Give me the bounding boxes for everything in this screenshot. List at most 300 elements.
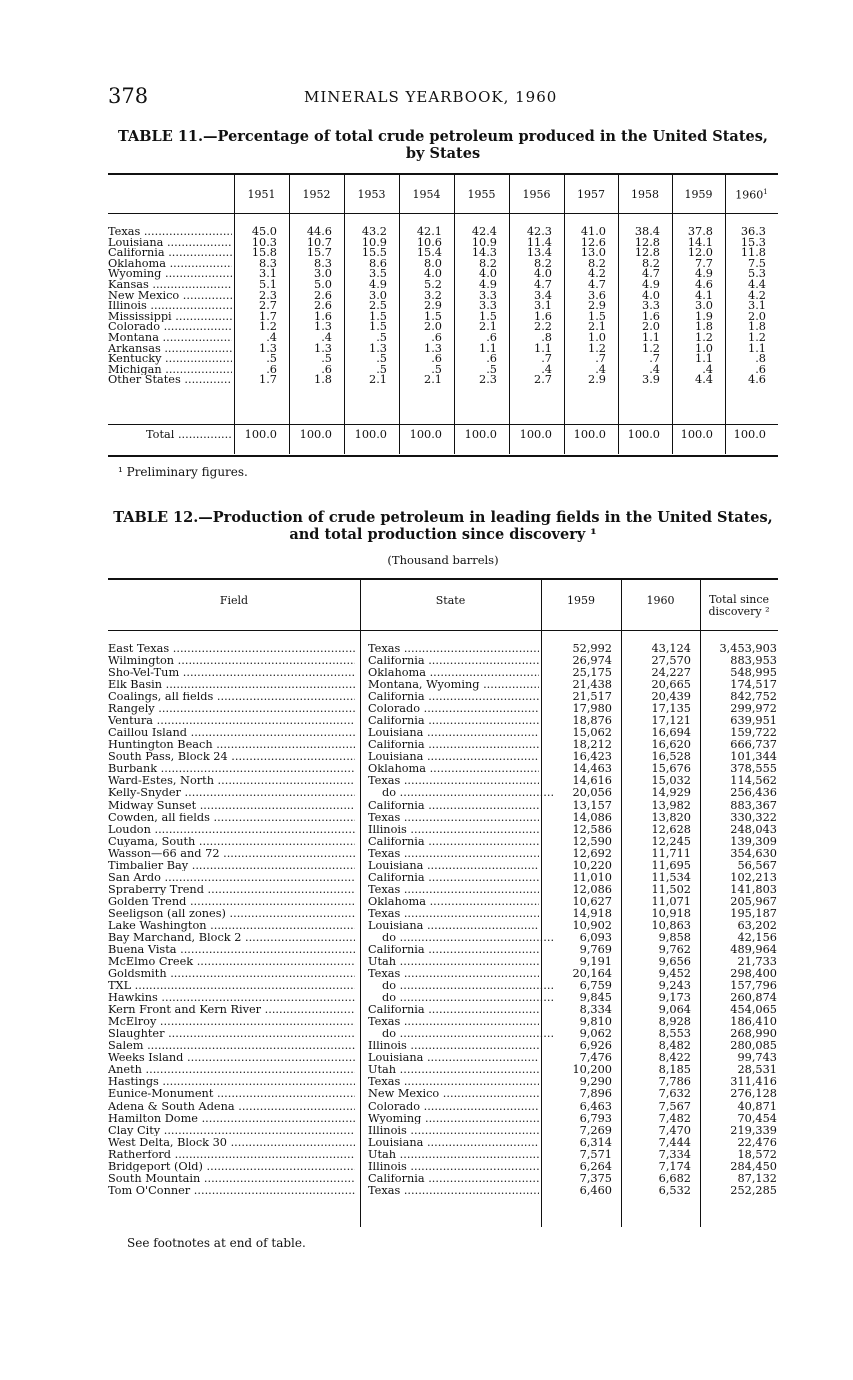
- table12-1960-cell: 9,858: [658, 930, 691, 944]
- table12-1959-cell: 14,463: [572, 762, 612, 776]
- table11-value-cell: 4.0: [642, 288, 660, 302]
- table11-value-cell: 44.6: [306, 225, 332, 238]
- table12-state-label: [368, 1102, 539, 1113]
- table11-total-rule: [108, 424, 778, 425]
- table12-total-cell: 159,722: [730, 726, 777, 740]
- table11-value-cell: 4.1: [695, 288, 713, 302]
- table12-1960-cell: 24,227: [651, 666, 691, 680]
- table12-total-cell: 666,737: [730, 738, 777, 752]
- table12-field-label: Kelly-Snyder .....: [108, 788, 355, 799]
- table12-state-text: California: [368, 656, 425, 667]
- table12-state-text: do: [382, 932, 397, 944]
- table11-value-cell: .8: [755, 352, 766, 366]
- table11-state-label: Oklahoma .....: [108, 259, 232, 270]
- table11-value-cell: .5: [486, 362, 497, 376]
- table11-state-label: Colorado .....: [108, 322, 232, 333]
- table11-year-header: [344, 188, 399, 201]
- table11-state-label: Arkansas .....: [108, 344, 232, 355]
- table11-state-label: New Mexico .....: [108, 291, 232, 302]
- table12-1959-cell: 20,164: [572, 967, 612, 981]
- table11-state-label: Michigan .....: [108, 365, 232, 376]
- table11-value-cell: 1.3: [259, 341, 277, 355]
- table12-1959-cell: 6,093: [579, 930, 612, 944]
- table11-value-cell: 5.0: [314, 278, 332, 291]
- table12-state-text: Colorado: [368, 704, 421, 715]
- table11-value-cell: 2.1: [479, 320, 497, 334]
- table12-subtitle: (Thousand barrels): [387, 553, 499, 567]
- table11-year-label: 1951: [247, 188, 276, 201]
- table12-1959-cell: 21,438: [572, 678, 612, 692]
- table11-value-cell: 4.9: [369, 278, 387, 291]
- table11-value-cell: 1.6: [642, 309, 660, 323]
- table11-total-cell: 100.0: [464, 428, 497, 441]
- table12-1960-cell: 7,632: [658, 1087, 691, 1101]
- table12-1960-cell: 7,786: [658, 1075, 691, 1089]
- page-number: 378: [108, 84, 149, 108]
- table12-1959-cell: 7,375: [579, 1171, 612, 1185]
- table11-value-cell: 5.3: [748, 267, 766, 281]
- table12-field-label: Ventura .....: [108, 716, 355, 727]
- table11-total-cell: 100.0: [680, 428, 713, 441]
- table12-field-label: Midway Sunset .....: [108, 801, 355, 812]
- table11-value-cell: 4.0: [424, 267, 442, 281]
- table12-field-label: Weeks Island .....: [108, 1053, 355, 1064]
- table11-value-cell: .5: [376, 331, 387, 344]
- table11-total-cell: 100.0: [733, 428, 766, 441]
- table11-year-header: [454, 188, 509, 201]
- table11-value-cell: 1.5: [479, 309, 497, 323]
- table11-value-cell: 5.1: [259, 278, 277, 291]
- table11-value-cell: 2.1: [588, 320, 606, 334]
- table11-value-cell: 12.6: [580, 235, 606, 249]
- table12-state-label: [368, 1126, 539, 1137]
- table12-1959-cell: 9,062: [579, 1027, 612, 1041]
- table12-state-text: Wyoming: [368, 1113, 422, 1125]
- table12-total-cell: 311,416: [730, 1075, 777, 1089]
- table11-state-label: Texas .....: [108, 227, 232, 238]
- table11-value-cell: 8.6: [369, 256, 387, 270]
- table12-state-text: Louisiana: [368, 728, 424, 739]
- table11-value-cell: 42.1: [416, 225, 442, 238]
- table12-column-rule: [360, 580, 361, 1227]
- table12-1960-cell: 7,444: [658, 1135, 691, 1149]
- table12-header-state: State: [435, 594, 466, 607]
- table12-1959-cell: 52,992: [572, 642, 612, 655]
- table11-value-cell: 3.6: [588, 288, 606, 302]
- table11-value-cell: 8.3: [314, 256, 332, 270]
- table12-state-text: Utah: [368, 957, 397, 968]
- table12-1959-cell: 6,926: [579, 1039, 612, 1053]
- table11-value-cell: .4: [266, 331, 277, 344]
- table12-state-text: New Mexico: [368, 1089, 440, 1101]
- table12-state-text: California: [368, 1173, 425, 1185]
- table12-state-text: do: [382, 1029, 397, 1040]
- table11-value-cell: 1.5: [588, 309, 606, 323]
- table11-value-cell: 1.5: [424, 309, 442, 323]
- table11-value-cell: 15.8: [251, 246, 277, 260]
- table12-1960-cell: 15,676: [651, 762, 691, 776]
- table12-state-label: [368, 981, 553, 992]
- table12-1960-cell: 10,863: [651, 918, 691, 932]
- table11-year-label: 1953: [357, 188, 386, 201]
- table12-1959-cell: 10,200: [572, 1063, 612, 1077]
- table12-state-label: [368, 692, 539, 703]
- table12-field-label: Eunice-Monument .....: [108, 1089, 355, 1100]
- table11-value-cell: .4: [595, 362, 606, 376]
- table12-field-label: Hastings .....: [108, 1077, 355, 1088]
- table12-state-text: California: [368, 800, 425, 812]
- table12-top-rule: [108, 578, 778, 580]
- table12-state-text: California: [368, 872, 425, 884]
- table11-value-cell: 8.2: [588, 256, 606, 270]
- table12-state-text: do: [382, 981, 397, 992]
- table12-state-text: California: [368, 1005, 425, 1016]
- table12-field-label: Hamilton Dome .....: [108, 1114, 355, 1125]
- table11-value-cell: 8.2: [534, 256, 552, 270]
- table12-1959-cell: 7,476: [579, 1051, 612, 1065]
- table11-value-cell: 14.1: [687, 235, 713, 249]
- table12-total-cell: 252,285: [730, 1183, 777, 1197]
- table11-value-cell: 10.6: [416, 235, 442, 249]
- table12-state-text: do: [382, 788, 397, 800]
- table12-title-line1: TABLE 12.—Production of crude petroleum in leading fields in the United States,: [113, 509, 773, 526]
- table12-1960-cell: 16,528: [651, 750, 691, 764]
- table11-value-cell: 1.5: [369, 309, 387, 323]
- table12-header-rule: [108, 630, 778, 631]
- table11-value-cell: 15.7: [306, 246, 332, 260]
- table12-field-label: Spraberry Trend .....: [108, 885, 355, 896]
- table12-1960-cell: 12,628: [651, 822, 691, 836]
- table12-1959-cell: 21,517: [572, 690, 612, 704]
- table11-year-header: [509, 188, 564, 201]
- table12-1959-cell: 9,845: [579, 991, 612, 1005]
- table12-field-label: Bridgeport (Old) .....: [108, 1162, 355, 1173]
- table11-value-cell: .7: [595, 352, 606, 366]
- table11-value-cell: .8: [541, 331, 552, 344]
- table12-1959-cell: 10,220: [572, 858, 612, 872]
- table12-1959-cell: 12,590: [572, 834, 612, 848]
- table12-state-label: [368, 1041, 539, 1052]
- table11-value-cell: 10.3: [251, 235, 277, 249]
- table12-total-cell: 87,132: [737, 1171, 777, 1185]
- table11-value-cell: 36.3: [740, 225, 766, 238]
- table11-value-cell: 41.0: [580, 225, 606, 238]
- table11-value-cell: 1.0: [588, 331, 606, 344]
- table12-field-label: Goldsmith .....: [108, 969, 355, 980]
- table11-value-cell: .5: [376, 362, 387, 376]
- table12-state-label: [368, 1089, 539, 1100]
- table12-field-label: McElroy .....: [108, 1017, 355, 1028]
- table12-state-text: Illinois: [368, 1125, 407, 1137]
- table11-state-label: Other States .....: [108, 375, 232, 386]
- table12-1960-cell: 14,929: [651, 786, 691, 800]
- table12-total-cell: 354,630: [730, 846, 777, 860]
- table12-field-label: Kern Front and Kern River .....: [108, 1005, 355, 1016]
- table11-value-cell: 2.7: [259, 299, 277, 313]
- table11-value-cell: 1.2: [588, 341, 606, 355]
- table12-header-total-line2: discovery ²: [708, 605, 770, 618]
- table11-bottom-rule: [108, 455, 778, 457]
- table12-header-total: [700, 594, 778, 618]
- table12-state-label: [368, 644, 539, 655]
- table11-value-cell: 8.0: [424, 256, 442, 270]
- table12-1959-cell: 7,896: [579, 1087, 612, 1101]
- table11-value-cell: .5: [266, 352, 277, 366]
- table11-value-cell: 14.3: [471, 246, 497, 260]
- table12-header-1960: 1960: [646, 594, 675, 607]
- table12-state-label: [368, 1065, 539, 1076]
- table12-1960-cell: 9,173: [658, 991, 691, 1005]
- table11-value-cell: 1.2: [259, 320, 277, 334]
- table12-field-label: Clay City .....: [108, 1126, 355, 1137]
- table12-header-field: Field: [219, 594, 249, 607]
- table11-value-cell: 2.2: [534, 320, 552, 334]
- table12-1960-cell: 11,534: [651, 870, 691, 884]
- table11-value-cell: 2.1: [424, 373, 442, 387]
- table12-state-label: [368, 1114, 539, 1125]
- table11-total-cell: 100.0: [573, 428, 606, 441]
- table11-value-cell: 4.9: [695, 267, 713, 281]
- table11-year-header: [672, 188, 725, 201]
- table12-total-cell: 101,344: [730, 750, 777, 764]
- table12-1959-cell: 25,175: [572, 666, 612, 680]
- table12-field-label: Rangely .....: [108, 704, 355, 715]
- table12-state-label: [368, 873, 539, 884]
- table11-value-cell: 12.8: [634, 246, 660, 260]
- table11-value-cell: 15.3: [740, 235, 766, 249]
- table12-state-text: Louisiana: [368, 1053, 424, 1064]
- table12-state-label: [368, 969, 539, 980]
- table11-state-label: Mississippi .....: [108, 312, 232, 323]
- table12-1959-cell: 7,571: [579, 1147, 612, 1161]
- table12-state-label: [368, 752, 539, 763]
- table12-state-text: Illinois: [368, 824, 407, 836]
- table11-value-cell: 4.6: [695, 278, 713, 291]
- table12-1959-cell: 6,463: [579, 1099, 612, 1113]
- table11-state-label: Illinois .....: [108, 301, 232, 312]
- table12-total-cell: 883,367: [730, 798, 777, 812]
- table12-1959-cell: 9,810: [579, 1015, 612, 1029]
- table12-1960-cell: 17,121: [651, 714, 691, 728]
- table12-total-cell: 22,476: [737, 1135, 777, 1149]
- table12-state-label: [368, 1053, 539, 1064]
- table11-value-cell: 3.3: [479, 288, 497, 302]
- table12-total-cell: 141,803: [730, 882, 777, 896]
- table11-year-label: 1957: [577, 188, 605, 201]
- table11-value-cell: 4.9: [642, 278, 660, 291]
- table12-state-label: [368, 1150, 539, 1161]
- table11-value-cell: 11.4: [526, 235, 552, 249]
- table12-field-label: Huntington Beach .....: [108, 740, 355, 751]
- table12-state-text: Texas: [368, 884, 401, 896]
- table11-value-cell: 15.5: [361, 246, 387, 260]
- table12-field-label: South Pass, Block 24 .....: [108, 752, 355, 763]
- table12-field-label: Golden Trend .....: [108, 897, 355, 908]
- table11-total-cell: 100.0: [244, 428, 277, 441]
- table11-value-cell: 12.0: [687, 246, 713, 260]
- table12-state-text: Louisiana: [368, 752, 424, 763]
- table12-state-label: [368, 668, 539, 679]
- table11-value-cell: 2.6: [314, 288, 332, 302]
- table12-1960-cell: 20,439: [651, 690, 691, 704]
- table12-1960-cell: 16,620: [651, 738, 691, 752]
- table12-footnote: See footnotes at end of table.: [127, 1236, 306, 1250]
- table11-footnote-marker: 1: [763, 188, 768, 196]
- table12-state-label: [368, 801, 539, 812]
- table12-state-text: California: [368, 945, 425, 956]
- table12-total-cell: 280,085: [730, 1039, 777, 1053]
- table12-1959-cell: 9,769: [579, 943, 612, 956]
- table11-value-cell: 1.8: [695, 320, 713, 334]
- table12-1959-cell: 9,191: [579, 955, 612, 969]
- table12-total-cell: 842,752: [730, 690, 777, 704]
- table11-value-cell: 1.9: [695, 309, 713, 323]
- table12-state-label: [368, 1138, 539, 1149]
- table12-state-text: Oklahoma: [368, 896, 426, 908]
- table12-state-text: Illinois: [368, 1161, 407, 1173]
- table12-state-label: [368, 921, 539, 932]
- table12-total-cell: 205,967: [730, 894, 777, 908]
- table12-total-cell: 489,964: [730, 943, 777, 956]
- table11-year-label: 1956: [522, 188, 551, 201]
- table12-total-cell: 70,454: [737, 1111, 777, 1125]
- table12-field-label: Wilmington .....: [108, 656, 355, 667]
- table11-value-cell: 1.1: [479, 341, 497, 355]
- table12-total-cell: 42,156: [737, 930, 777, 944]
- table12-1960-cell: 9,762: [658, 943, 691, 956]
- table11-year-header: [564, 188, 618, 201]
- table12-field-label: TXL .....: [108, 981, 355, 992]
- table12-total-cell: 28,531: [737, 1063, 777, 1077]
- table11-value-cell: 1.2: [642, 341, 660, 355]
- table11-value-cell: 15.4: [416, 246, 442, 260]
- table12-state-text: Texas: [368, 848, 401, 860]
- table11-value-cell: 1.1: [534, 341, 552, 355]
- table12-field-label: San Ardo .....: [108, 873, 355, 884]
- table11-value-cell: 43.2: [361, 225, 387, 238]
- table11-value-cell: 2.6: [314, 299, 332, 313]
- table11-total-cell: 100.0: [519, 428, 552, 441]
- running-head: MINERALS YEARBOOK, 1960: [304, 88, 558, 106]
- table11-value-cell: 13.4: [526, 246, 552, 260]
- table11-value-cell: 4.4: [695, 373, 713, 387]
- table11-value-cell: 8.2: [642, 256, 660, 270]
- table12-1959-cell: 15,062: [572, 726, 612, 740]
- table12-state-label: [368, 933, 553, 944]
- table12-total-cell: 378,555: [730, 762, 777, 776]
- table12-total-cell: 174,517: [730, 678, 777, 692]
- table12-total-cell: 330,322: [730, 810, 777, 824]
- table12-field-label: West Delta, Block 30 .....: [108, 1138, 355, 1149]
- table12-field-label: Tom O'Conner .....: [108, 1186, 355, 1197]
- table12-field-label: South Mountain .....: [108, 1174, 355, 1185]
- table11-value-cell: 8.2: [479, 256, 497, 270]
- table12-state-label: [368, 849, 539, 860]
- table12-1959-cell: 10,627: [572, 894, 612, 908]
- table12-1959-cell: 14,918: [572, 906, 612, 920]
- table11-value-cell: .6: [486, 352, 497, 366]
- table12-state-label: [368, 1077, 539, 1088]
- table11-value-cell: 42.4: [471, 225, 497, 238]
- table11-value-cell: 13.0: [580, 246, 606, 260]
- table11-value-cell: 1.3: [369, 341, 387, 355]
- table12-1959-cell: 6,460: [579, 1183, 612, 1197]
- table12-1959-cell: 18,212: [572, 738, 612, 752]
- table11-value-cell: 1.6: [534, 309, 552, 323]
- table12-1960-cell: 10,918: [651, 906, 691, 920]
- table12-state-label: [368, 837, 539, 848]
- table12-1959-cell: 12,086: [572, 882, 612, 896]
- table11-value-cell: 3.3: [479, 299, 497, 313]
- table11-value-cell: 1.1: [642, 331, 660, 344]
- table12-field-label: Caillou Island .....: [108, 728, 355, 739]
- table11-value-cell: 4.0: [479, 267, 497, 281]
- table12-state-label: [368, 740, 539, 751]
- table12-total-cell: 40,871: [737, 1099, 777, 1113]
- table11-state-label: California .....: [108, 248, 232, 259]
- table12-1959-cell: 14,616: [572, 774, 612, 788]
- table12-state-label: [368, 776, 539, 787]
- table12-total-cell: 276,128: [730, 1087, 777, 1101]
- table12-field-label: Lake Washington .....: [108, 921, 355, 932]
- table12-1960-cell: 6,532: [658, 1183, 691, 1197]
- table12-1960-cell: 8,928: [658, 1015, 691, 1029]
- table12-1959-cell: 9,290: [579, 1075, 612, 1089]
- table12-field-label: Aneth .....: [108, 1065, 355, 1076]
- table12-total-cell: 99,743: [737, 1051, 777, 1065]
- table11-year-header: [399, 188, 454, 201]
- table11-value-cell: 4.2: [748, 288, 766, 302]
- table12-state-label: [368, 885, 539, 896]
- table12-total-cell: 195,187: [730, 906, 777, 920]
- table11-top-rule: [108, 173, 778, 175]
- table12-state-label: [368, 1017, 539, 1028]
- table11-header-rule: [108, 213, 778, 214]
- table11-value-cell: 37.8: [687, 225, 713, 238]
- table11-value-cell: 1.1: [748, 341, 766, 355]
- table12-state-label: [368, 680, 539, 691]
- table12-state-text: Texas: [368, 812, 401, 824]
- table12-title-line2: and total production since discovery ¹: [289, 526, 597, 543]
- table12-state-label: [368, 957, 539, 968]
- table12-state-text: Texas: [368, 908, 401, 920]
- table12-state-label: [368, 1029, 553, 1040]
- table12-1960-cell: 8,482: [658, 1039, 691, 1053]
- table12-field-label: Wasson—66 and 72 .....: [108, 849, 355, 860]
- table11-value-cell: .5: [376, 352, 387, 366]
- table11-value-cell: 1.8: [314, 373, 332, 387]
- table12-state-text: Utah: [368, 1149, 397, 1161]
- table12-header-1959: 1959: [567, 594, 595, 607]
- table12-1959-cell: 6,264: [579, 1159, 612, 1173]
- table12-1960-cell: 11,502: [651, 882, 691, 896]
- table11-year-header: [725, 188, 778, 202]
- table12-1959-cell: 17,980: [572, 702, 612, 716]
- table11-value-cell: 1.3: [314, 341, 332, 355]
- table12-1959-cell: 12,692: [572, 846, 612, 860]
- table12-state-label: [368, 1186, 539, 1197]
- table12-state-text: California: [368, 836, 425, 848]
- table12-1960-cell: 8,422: [658, 1051, 691, 1065]
- table12-field-label: Loudon .....: [108, 825, 355, 836]
- table12-state-text: Louisiana: [368, 920, 424, 932]
- table12-state-label: [368, 1174, 539, 1185]
- table12-1960-cell: 9,064: [658, 1003, 691, 1017]
- table11-value-cell: 4.7: [534, 278, 552, 291]
- table12-1959-cell: 6,759: [579, 979, 612, 993]
- table11-title-line2: by States: [405, 145, 481, 162]
- table11-value-cell: .6: [431, 352, 442, 366]
